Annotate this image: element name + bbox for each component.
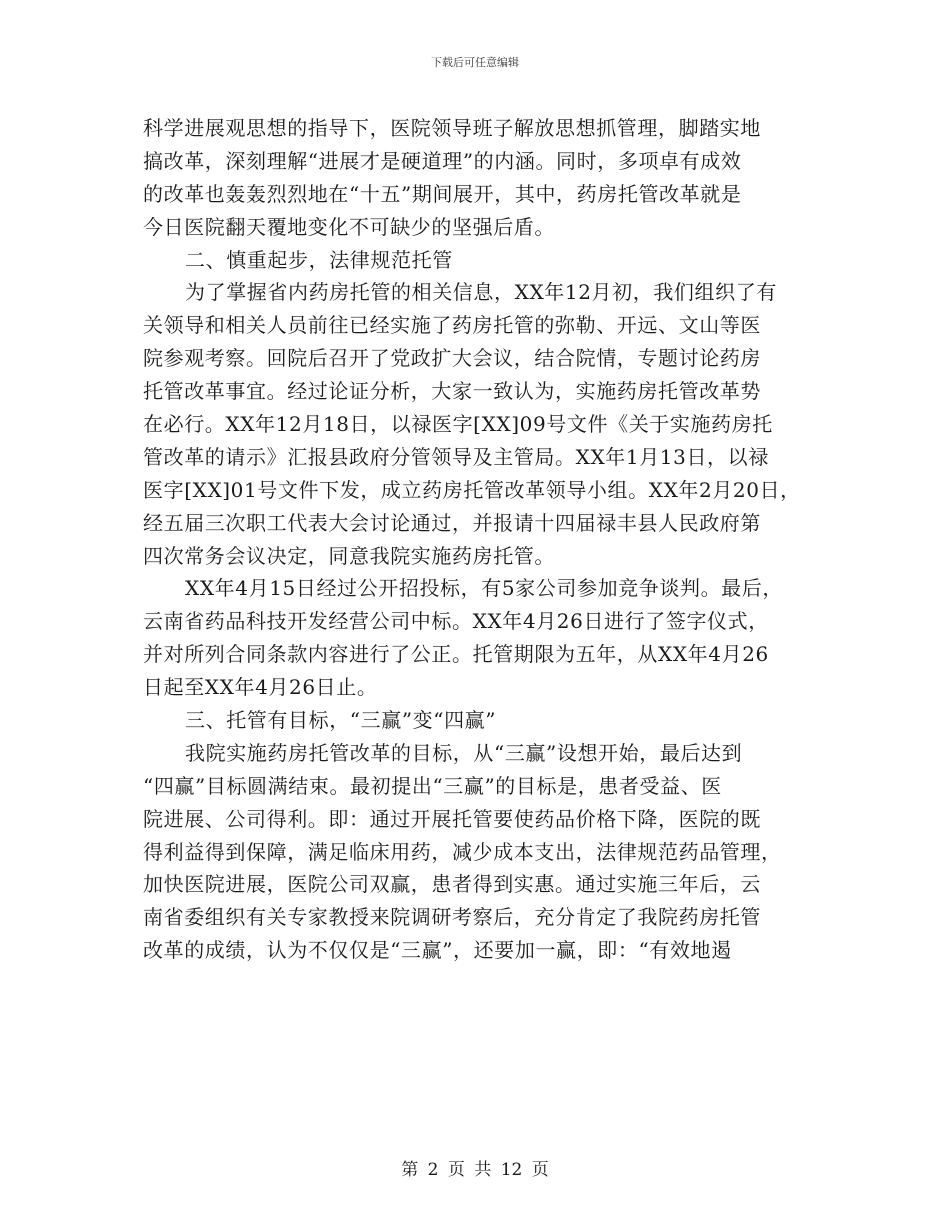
text-line: 并对所列合同条款内容进行了公正。托管期限为五年，从XX年4月26: [143, 642, 769, 667]
text-line: 在必行。XX年12月18日，以禄医字[XX]09号文件《关于实施药房托: [143, 412, 773, 437]
text-line: 的改革也轰轰烈烈地在“十五”期间展开，其中，药房托管改革就是: [143, 181, 742, 206]
text-line: 日起至XX年4月26日止。: [143, 675, 378, 700]
document-body: [143, 112, 833, 967]
text-line: 加快医院进展，医院公司双赢，患者得到实惠。通过实施三年后，云: [143, 872, 761, 897]
text-line: 院进展、公司得利。即：通过开展托管要使药品价格下降，医院的既: [143, 806, 761, 831]
text-line: 管改革的请示》汇报县政府分管领导及主管局。XX年1月13日，以禄: [143, 444, 769, 469]
section-heading: 三、托管有目标，“三赢”变“四赢”: [185, 708, 497, 733]
page-number: 第 2 页 共 12 页: [401, 1160, 549, 1180]
text-line: 科学进展观思想的指导下，医院领导班子解放思想抓管理，脚踏实地: [143, 116, 761, 140]
text-line: 今日医院翻天覆地变化不可缺少的坚强后盾。: [143, 214, 555, 239]
paragraph-start: 为了掌握省内药房托管的相关信息，XX年12月初，我们组织了有: [185, 280, 777, 305]
text-line: 医字[XX]01号文件下发，成立药房托管改革领导小组。XX年2月20日，: [143, 477, 801, 502]
text-line: 改革的成绩，认为不仅仅是“三赢”，还要加一赢，即：“有效地遏: [143, 938, 732, 963]
text-line: 云南省药品科技开发经营公司中标。XX年4月26日进行了签字仪式，: [143, 609, 769, 634]
text-line: 四次常务会议决定，同意我院实施药房托管。: [143, 543, 555, 568]
text-line: 得利益得到保障，满足临床用药，减少成本支出，法律规范药品管理，: [143, 839, 782, 864]
text-line: “四赢”目标圆满结束。最初提出“三赢”的目标是，患者受益、医: [143, 773, 722, 798]
section-heading: 二、慎重起步，法律规范托管: [185, 247, 453, 272]
paragraph-start: XX年4月15日经过公开招投标，有5家公司参加竞争谈判。最后，: [185, 576, 783, 601]
text-line: 关领导和相关人员前往已经实施了药房托管的弥勒、开远、文山等医: [143, 313, 761, 338]
text-line: 南省委组织有关专家教授来院调研考察后，充分肯定了我院药房托管: [143, 905, 761, 930]
text-line: 院参观考察。回院后召开了党政扩大会议，结合院情，专题讨论药房: [143, 346, 761, 371]
text-line: 托管改革事宜。经过论证分析，大家一致认为，实施药房托管改革势: [143, 379, 761, 404]
text-line: 搞改革，深刻理解“进展才是硬道理”的内涵。同时，多项卓有成效: [143, 148, 742, 173]
text-line: 经五届三次职工代表大会讨论通过，并报请十四届禄丰县人民政府第: [143, 510, 761, 535]
page-header: 下载后可任意编辑: [431, 56, 519, 69]
paragraph-start: 我院实施药房托管改革的目标，从“三赢”设想开始，最后达到: [185, 740, 743, 765]
